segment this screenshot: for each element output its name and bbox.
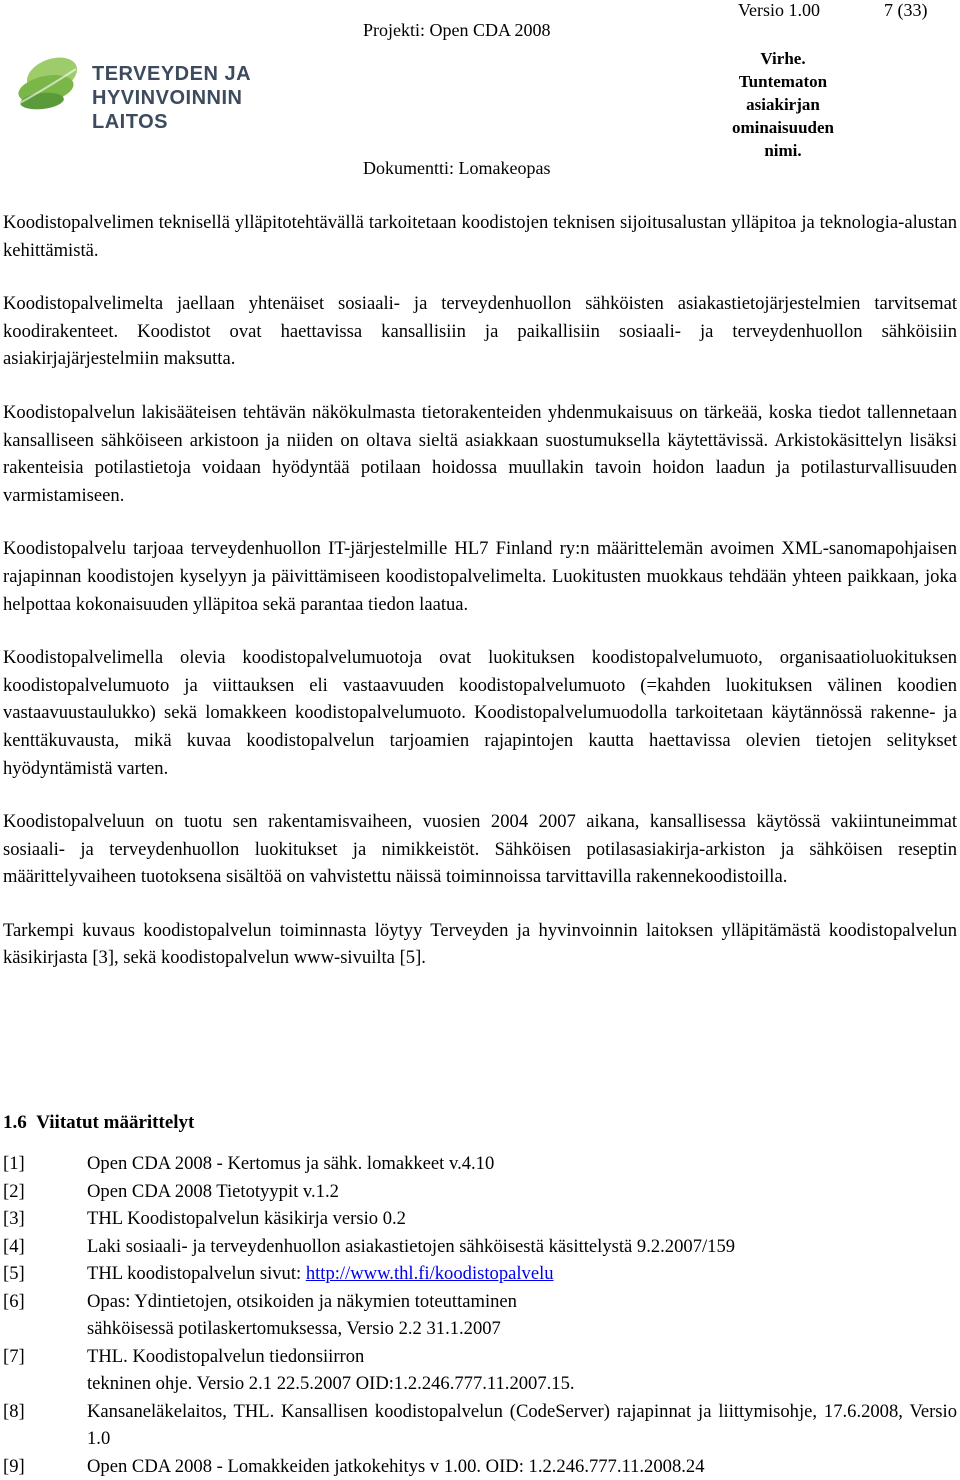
reference-item: [3, 1178, 957, 1206]
paragraph: Koodistopalvelu tarjoaa terveydenhuollon IT-järjestelmille HL7 Finland ry:n määrittelemän avoimen XML-sanomapohjaisen rajapinnan koodistojen kyselyyn ja päivittämiseen koodistopalvelimelta. Luokitusten muokkaus tehdään yhteen paikkaan, joka helpottaa kokonaisuuden ylläpitoa sekä parantaa tiedon laatua.: [3, 535, 957, 618]
thl-leaf-icon: [12, 55, 86, 115]
reference-item: [3, 1260, 957, 1288]
paragraph: Koodistopalvelimen teknisellä ylläpitotehtävällä tarkoitetaan koodistojen teknisen sijoitusalustan ylläpitoa ja teknologia-alustan kehittämistä.: [3, 209, 957, 264]
reference-link[interactable]: http://www.thl.fi/koodistopalvelu: [306, 1263, 554, 1284]
reference-text: THL Koodistopalvelun käsikirja versio 0.2: [87, 1205, 957, 1233]
reference-number: [7]: [3, 1343, 87, 1398]
error-line: Tuntematon: [718, 70, 848, 93]
paragraph: Koodistopalvelun lakisääteisen tehtävän näkökulmasta tietorakenteiden yhdenmukaisuus on tärkeää, koska tiedot tallennetaan kansalliseen sähköiseen arkistoon ja niiden on oltava sieltä asiakkaan suostumuksella käytettävissä. Arkistokäsittelyn lisäksi rakenteisia potilastietoja voidaan hyödyntää potilaan hoidossa muullakin tavoin hoidon laadun ja potilasturvallisuuden varmistamiseen.: [3, 399, 957, 509]
reference-text-wrap: [87, 1343, 957, 1398]
project-label: Projekti: Open CDA 2008: [363, 20, 551, 41]
error-line: ominaisuuden: [718, 116, 848, 139]
section-number: 1.6: [3, 1112, 27, 1133]
logo-line-2: HYVINVOINNIN LAITOS: [92, 86, 322, 134]
reference-number: [9]: [3, 1453, 87, 1480]
paragraph: Koodistopalvelimella olevia koodistopalvelumuotoja ovat luokituksen koodistopalvelumuoto, organisaatioluokituksen koodistopalvelumuoto ja viittauksen eli vastaavuuden koodistopalvelumuoto (=kahden luokituksen välinen koodien vastaavuustaulukko) sekä lomakkeen koodistopalvelumuoto. Koodistopalvelumuodolla tarkoitetaan käytännössä rakenne- ja kenttäkuvausta, mikä kuvaa koodistopalvelun tarjoamien rajapintojen kautta haettavissa olevien tietojen selitykset hyödyntämistä varten.: [3, 644, 957, 782]
document-body: [3, 209, 957, 998]
thl-logo: [12, 55, 322, 115]
reference-number: [8]: [3, 1398, 87, 1453]
error-line: asiakirjan: [718, 93, 848, 116]
reference-number: [6]: [3, 1288, 87, 1343]
reference-text: THL. Koodistopalvelun tiedonsiirron: [87, 1343, 957, 1371]
paragraph: Koodistopalvelimelta jaellaan yhtenäiset sosiaali- ja terveydenhuollon sähköisten asiakastietojärjestelmien tarvitsemat koodirakenteet. Koodistot ovat haettavissa kansallisiin ja paikallisiin sosiaali- ja terveydenhuollon sähköisiin asiakirjajärjestelmiin maksutta.: [3, 290, 957, 373]
reference-text: Laki sosiaali- ja terveydenhuollon asiakastietojen sähköisestä käsittelystä 9.2.2007/159: [87, 1233, 957, 1261]
reference-number: [2]: [3, 1178, 87, 1206]
reference-text-wrap: [87, 1288, 957, 1343]
reference-text: Kansaneläkelaitos, THL. Kansallisen koodistopalvelun (CodeServer) rajapinnat ja liittymisohje, 17.6.2008, Versio 1.0: [87, 1398, 957, 1453]
version-label: Versio 1.00: [738, 0, 820, 21]
reference-number: [1]: [3, 1150, 87, 1178]
reference-list: [3, 1150, 957, 1480]
reference-number: [5]: [3, 1260, 87, 1288]
reference-item: [3, 1398, 957, 1453]
reference-item: [3, 1288, 957, 1343]
page-header: [0, 0, 960, 190]
reference-text: Open CDA 2008 - Lomakkeiden jatkokehitys v 1.00. OID: 1.2.246.777.11.2008.24: [87, 1453, 957, 1480]
reference-number: [3]: [3, 1205, 87, 1233]
error-line: Virhe.: [718, 47, 848, 70]
reference-text: Open CDA 2008 Tietotyypit v.1.2: [87, 1178, 957, 1206]
page-number: 7 (33): [884, 0, 928, 21]
reference-number: [4]: [3, 1233, 87, 1261]
logo-text: [92, 62, 322, 134]
reference-item: [3, 1205, 957, 1233]
logo-line-1: TERVEYDEN JA: [92, 62, 322, 86]
reference-text-wrap: [87, 1260, 957, 1288]
reference-text: THL koodistopalvelun sivut:: [87, 1263, 306, 1284]
section-heading: [3, 1108, 194, 1138]
field-error-message: [718, 47, 848, 162]
paragraph: Koodistopalveluun on tuotu sen rakentamisvaiheen, vuosien 2004 2007 aikana, kansallisessa käytössä vakiintuneimmat sosiaali- ja terveydenhuollon luokitukset ja nimikkeistöt. Sähköisen potilasasiakirja-arkiston ja sähköisen reseptin määrittelyvaiheen tuotoksena sisältöä on vahvistettu näissä toiminnoissa tarvittavilla rakennekoodistoilla.: [3, 808, 957, 891]
paragraph: Tarkempi kuvaus koodistopalvelun toiminnasta löytyy Terveyden ja hyvinvoinnin laitoksen ylläpitämästä koodistopalvelun käsikirjasta [3], sekä koodistopalvelun www-sivuilta [5].: [3, 917, 957, 972]
reference-text: Open CDA 2008 - Kertomus ja sähk. lomakkeet v.4.10: [87, 1150, 957, 1178]
reference-text: Opas: Ydintietojen, otsikoiden ja näkymien toteuttaminen: [87, 1288, 957, 1316]
reference-item: [3, 1343, 957, 1398]
error-line: nimi.: [718, 139, 848, 162]
reference-item: [3, 1453, 957, 1480]
section-title: Viitatut määrittelyt: [36, 1112, 194, 1133]
reference-item: [3, 1150, 957, 1178]
reference-item: [3, 1233, 957, 1261]
reference-text-continued: sähköisessä potilaskertomuksessa, Versio 2.2 31.1.2007: [87, 1315, 957, 1343]
reference-text-continued: tekninen ohje. Versio 2.1 22.5.2007 OID:1.2.246.777.11.2007.15.: [87, 1370, 957, 1398]
document-label: Dokumentti: Lomakeopas: [363, 158, 550, 179]
